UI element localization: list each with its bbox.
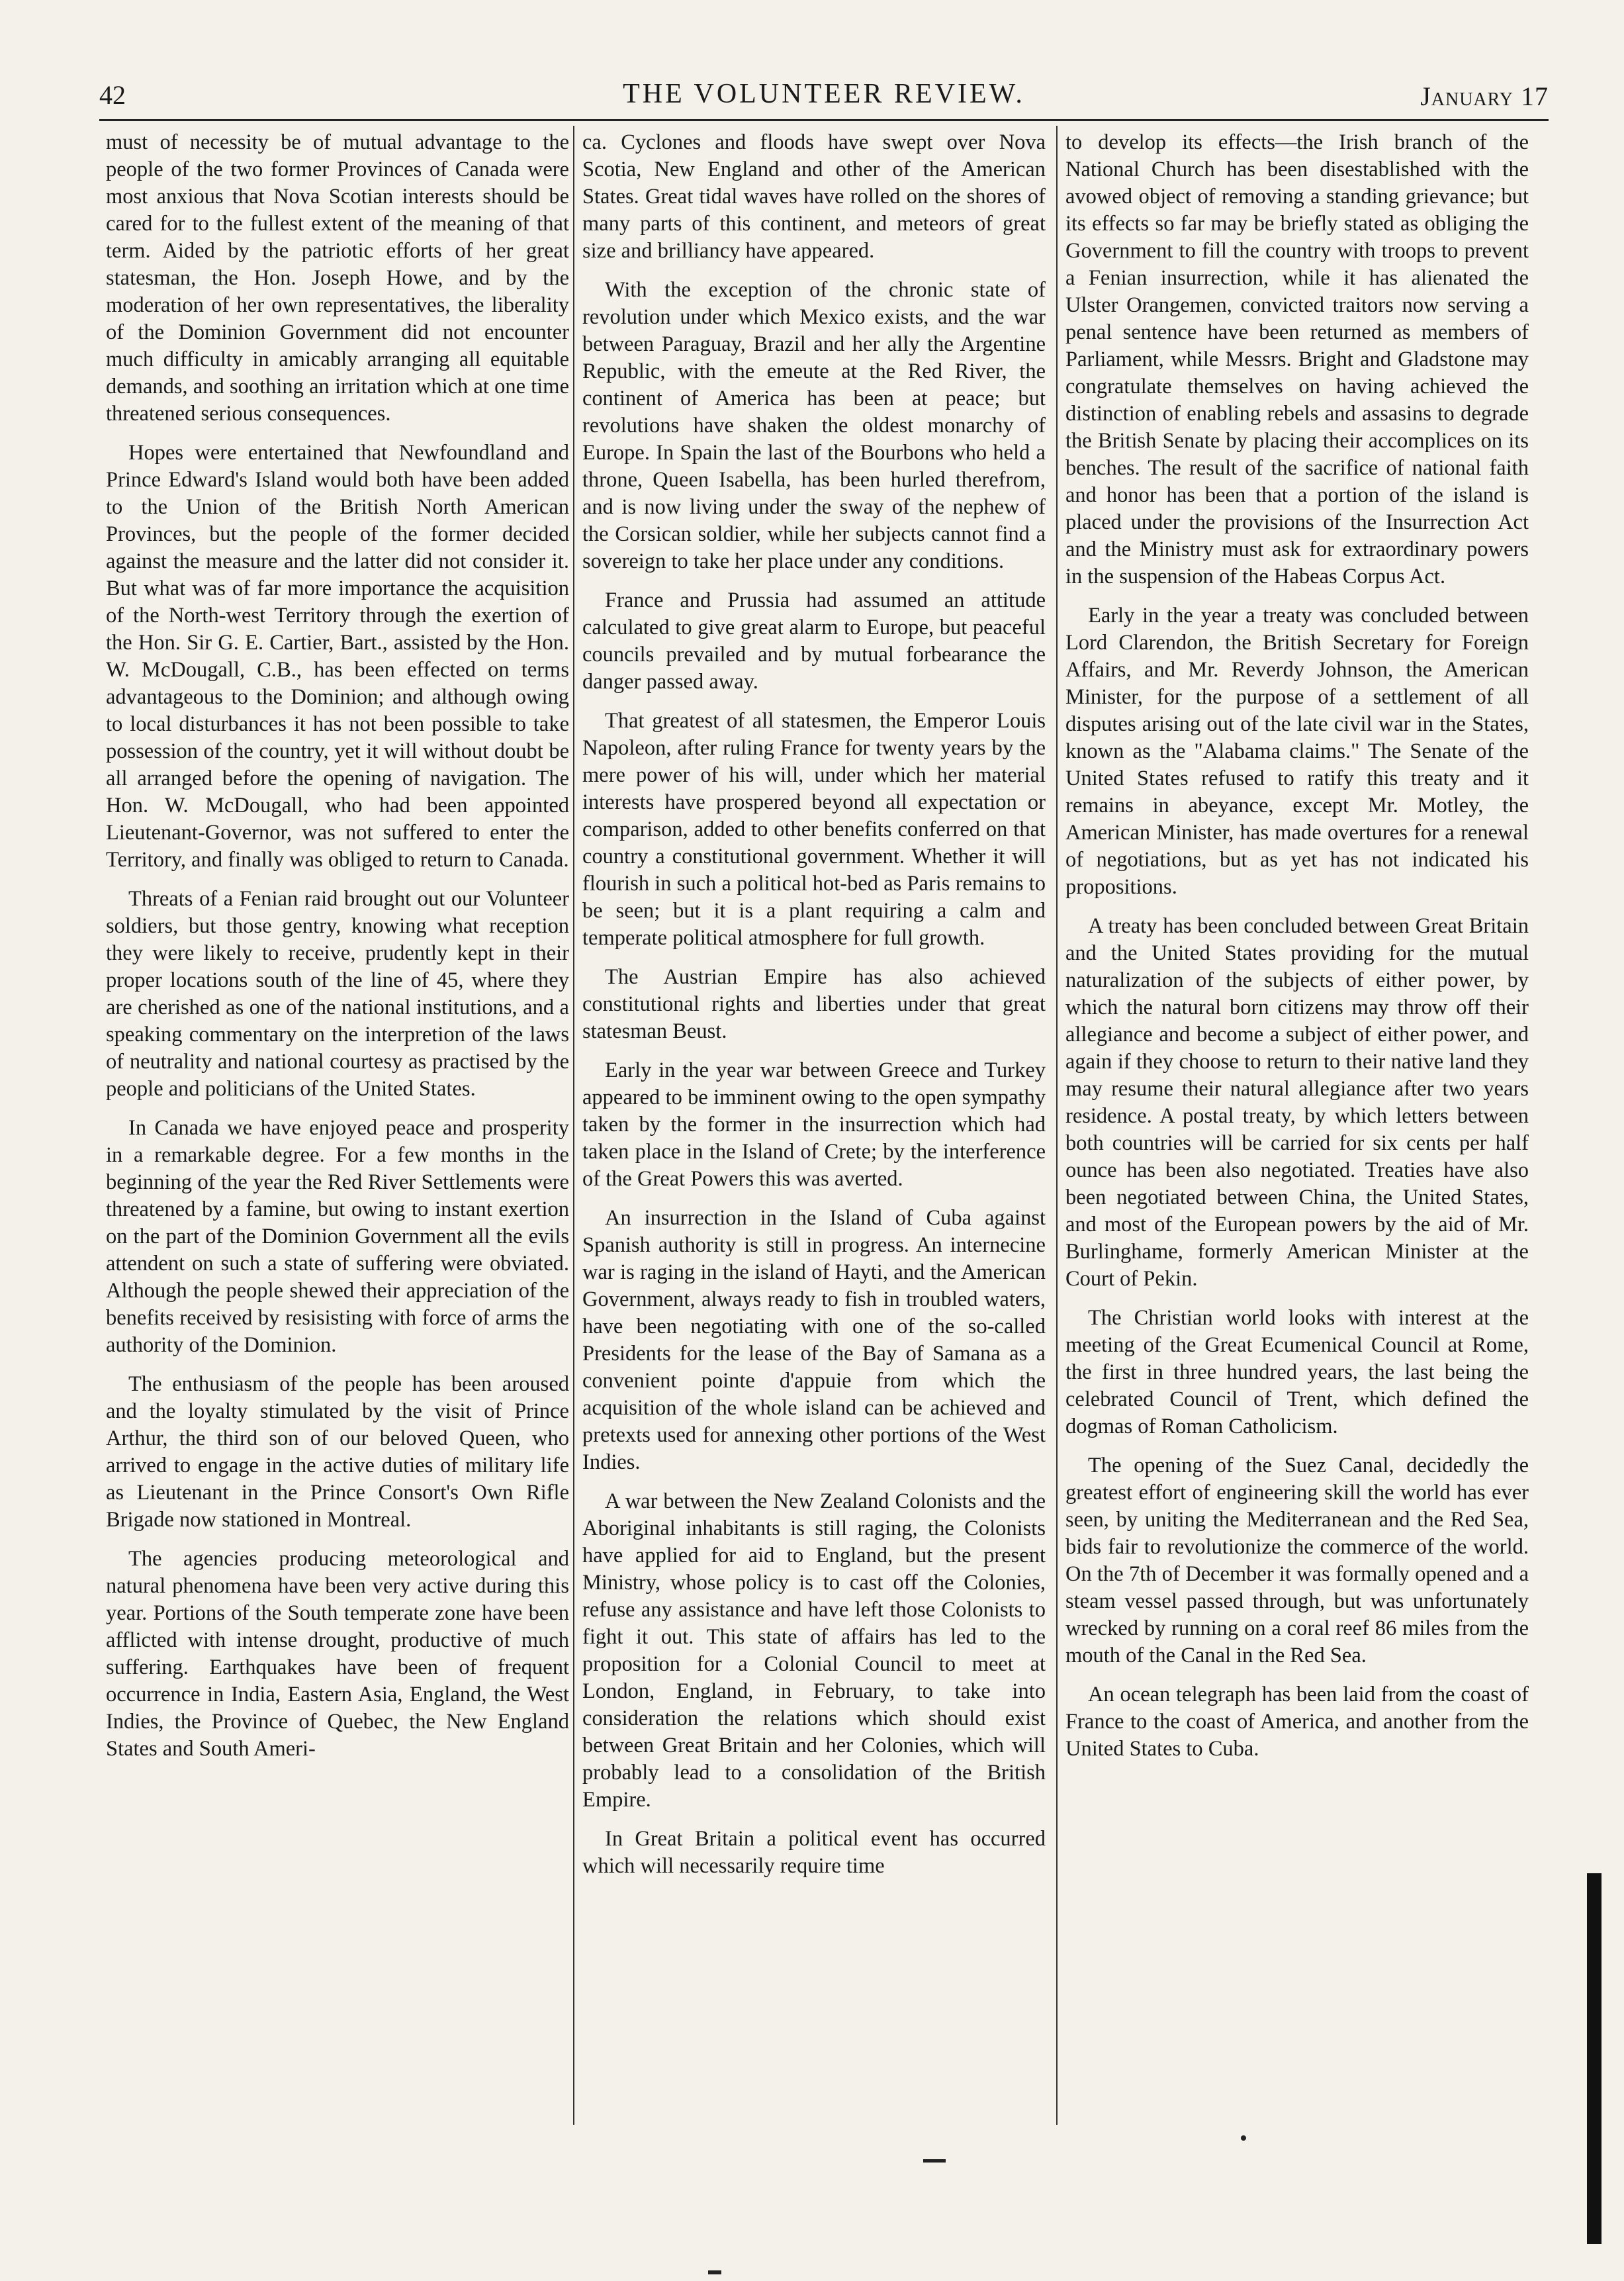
page-header (99, 73, 1549, 119)
scan-edge-shadow (1587, 1873, 1601, 2244)
paragraph: The enthusiasm of the people has been aroused and the loyalty stimulated by the visit of Prince Arthur, the third son of our beloved Queen, who arrived to engage in the active duties of military life as Lieutenant in the Prince Consort's Own Rifle Brigade now stationed in Montreal. (106, 1372, 569, 1532)
paragraph: to develop its effects—the Irish branch of the National Church has been disestablished with the avowed object of removing a standing grievance; but its effects so far may be briefly stated as obliging the Government to fill the country with troops to prevent a Fenian insurrection, while it has alienated the Ulster Orangemen, convicted traitors now serving a penal sentence have been returned as members of Parliament, while Messrs. Bright and Gladstone may congratulate themselves on having achieved the distinction of enabling rebels and assasins to degrade the British Senate by placing their accomplices on its benches. The result of the sacrifice of national faith and honor has been that a portion of the island is placed under the provisions of the Insurrection Act and the Ministry must ask for extraordinary powers in the suspension of the Habeas Corpus Act. (1065, 130, 1529, 588)
paragraph: must of necessity be of mutual advantage to the people of the two former Provinces of Canada were most anxious that Nova Scotian interests should be cared for to the fullest extent of the meaning of that term. Aided by the patriotic efforts of her great statesman, the Hon. Joseph Howe, and by the moderation of her own representatives, the liberality of the Dominion Government did not encounter much difficulty in amicably arranging all equitable demands, and soothing an irritation which at one time threatened serious consequences. (106, 130, 569, 426)
paragraph: A war between the New Zealand Colonists and the Aboriginal inhabitants is still raging, the Colonists have applied for aid to England, but the present Ministry, whose policy is to cast off the Colonies, refuse any assistance and have left those Colonists to fight it out. This state of affairs has led to the proposition for a Colonial Council to meet at London, England, in February, to take into consideration the relations which should exist between Great Britain and her Colonies, which will probably lead to a consolidation of the British Empire. (582, 1489, 1046, 1812)
paragraph: That greatest of all statesmen, the Emperor Louis Napoleon, after ruling France for twenty years by the mere power of his will, under which her material interests have prospered beyond all expectation or comparison, added to other benefits conferred on that country a constitutional government. Whether it will flourish in such a political hot-bed as Paris remains to be seen; but it is a plant requiring a calm and temperate political atmosphere for full growth. (582, 709, 1046, 950)
page-number: 42 (99, 80, 126, 110)
column-divider (1056, 126, 1058, 2125)
paragraph: Hopes were entertained that Newfoundland and Prince Edward's Island would both have been added to the Union of the British North American Provinces, but the people of the former decided against the measure and the latter did not consider it. But what was of far more importance the acquisition of the North-west Territory through the exertion of the Hon. Sir G. E. Cartier, Bart., assisted by the Hon. W. McDougall, C.B., has been effected on terms advantageous to the Dominion; and although owing to local disturbances it has not been possible to take possession of the country, yet it will without doubt be all arranged before the opening of navigation. The Hon. W. McDougall, who had been appointed Lieutenant-Governor, was not suffered to enter the Territory, and finally was obliged to return to Canada. (106, 441, 569, 872)
header-rule (99, 119, 1549, 121)
paragraph: In Great Britain a political event has occurred which will necessarily require time (582, 1827, 1046, 1878)
scan-speck (923, 2159, 946, 2163)
paragraph: The opening of the Suez Canal, decidedly the greatest effort of engineering skill the world has ever seen, by uniting the Mediterranean and the Red Sea, bids fair to revolutionize the commerce of the world. On the 7th of December it was formally opened and a steam vessel passed through, but was unfortunately wrecked by running on a coral reef 86 miles from the mouth of the Canal in the Red Sea. (1065, 1454, 1529, 1667)
paragraph: ca. Cyclones and floods have swept over Nova Scotia, New England and other of the American States. Great tidal waves have rolled on the shores of many parts of this continent, and meteors of great size and brilliancy have appeared. (582, 130, 1046, 263)
paragraph: Early in the year war between Greece and Turkey appeared to be imminent owing to the open sympathy taken by the former in the insurrection which had taken place in the Island of Crete; by the interference of the Great Powers this was averted. (582, 1058, 1046, 1191)
publication-title: THE VOLUNTEER REVIEW. (623, 79, 1025, 109)
column-divider (573, 126, 574, 2125)
column-2 (582, 129, 1046, 2121)
issue-date: January 17 (1420, 81, 1549, 111)
column-3 (1065, 129, 1529, 2121)
paragraph: An insurrection in the Island of Cuba against Spanish authority is still in progress. An internecine war is raging in the island of Hayti, and the American Government, always ready to fish in troubled waters, have been negotiating with one of the so-called Presidents for the lease of the Bay of Samana as a convenient pointe d'appuie from which the acquisition of the whole island can be achieved and pretexts used for annexing other portions of the West Indies. (582, 1206, 1046, 1474)
paragraph: The Christian world looks with interest at the meeting of the Great Ecumenical Council at Rome, the first in three hundred years, the last being the celebrated Council of Trent, which defined the dogmas of Roman Catholicism. (1065, 1306, 1529, 1438)
scan-speck (708, 2270, 721, 2274)
paragraph: A treaty has been concluded between Great Britain and the United States providing for the mutual naturalization of the subjects of either power, by which the natural born citizens may throw off their allegiance and become a subject of either power, and again if they choose to return to their native land they may resume their natural allegiance after two years residence. A postal treaty, by which letters between both countries will be carried for six cents per half ounce has been also negotiated. Treaties have also been negotiated between China, the United States, and most of the European powers by the aid of Mr. Burlinghame, formerly American Minister at the Court of Pekin. (1065, 914, 1529, 1291)
paragraph: An ocean telegraph has been laid from the coast of France to the coast of America, and another from the United States to Cuba. (1065, 1683, 1529, 1761)
paragraph: The agencies producing meteorological and natural phenomena have been very active during this year. Portions of the South temperate zone have been afflicted with intense drought, productive of much suffering. Earthquakes have been of frequent occurrence in India, Eastern Asia, England, the West Indies, the Province of Quebec, the New England States and South Ameri- (106, 1547, 569, 1761)
paragraph: The Austrian Empire has also achieved constitutional rights and liberties under that great statesman Beust. (582, 965, 1046, 1043)
paragraph: Threats of a Fenian raid brought out our Volunteer soldiers, but those gentry, knowing what reception they were likely to receive, prudently kept in their proper locations south of the line of 45, where they are cherished as one of the national institutions, and a speaking commentary on the interpretion of the laws of neutrality and national courtesy as practised by the people and politicians of the United States. (106, 887, 569, 1101)
paragraph: In Canada we have enjoyed peace and prosperity in a remarkable degree. For a few months in the beginning of the year the Red River Settlements were threatened by a famine, but owing to instant exertion on the part of the Dominion Government all the evils attendent on such a state of suffering were obviated. Although the people shewed their appreciation of the benefits received by resisisting with force of arms the authority of the Dominion. (106, 1116, 569, 1357)
column-1 (106, 129, 569, 2121)
paragraph: With the exception of the chronic state of revolution under which Mexico exists, and the war between Paraguay, Brazil and her ally the Argentine Republic, with the emeute at the Red River, the continent of America has been at peace; but revolutions have shaken the oldest monarchy of Europe. In Spain the last of the Bourbons who held a throne, Queen Isabella, has been hurled therefrom, and is now living under the sway of the nephew of the Corsican soldier, while her subjects cannot find a sovereign to take her place under any conditions. (582, 278, 1046, 573)
paragraph: France and Prussia had assumed an attitude calculated to give great alarm to Europe, but peaceful councils prevailed and by mutual forbearance the danger passed away. (582, 588, 1046, 694)
paragraph: Early in the year a treaty was concluded between Lord Clarendon, the British Secretary for Foreign Affairs, and Mr. Reverdy Johnson, the American Minister, for the purpose of a settlement of all disputes arising out of the late civil war in the States, known as the "Alabama claims." The Senate of the United States refused to ratify this treaty and it remains in abeyance, except Mr. Motley, the American Minister, has made overtures for a renewal of negotiations, but as yet has not indicated his propositions. (1065, 604, 1529, 899)
scan-speck (1241, 2135, 1246, 2141)
